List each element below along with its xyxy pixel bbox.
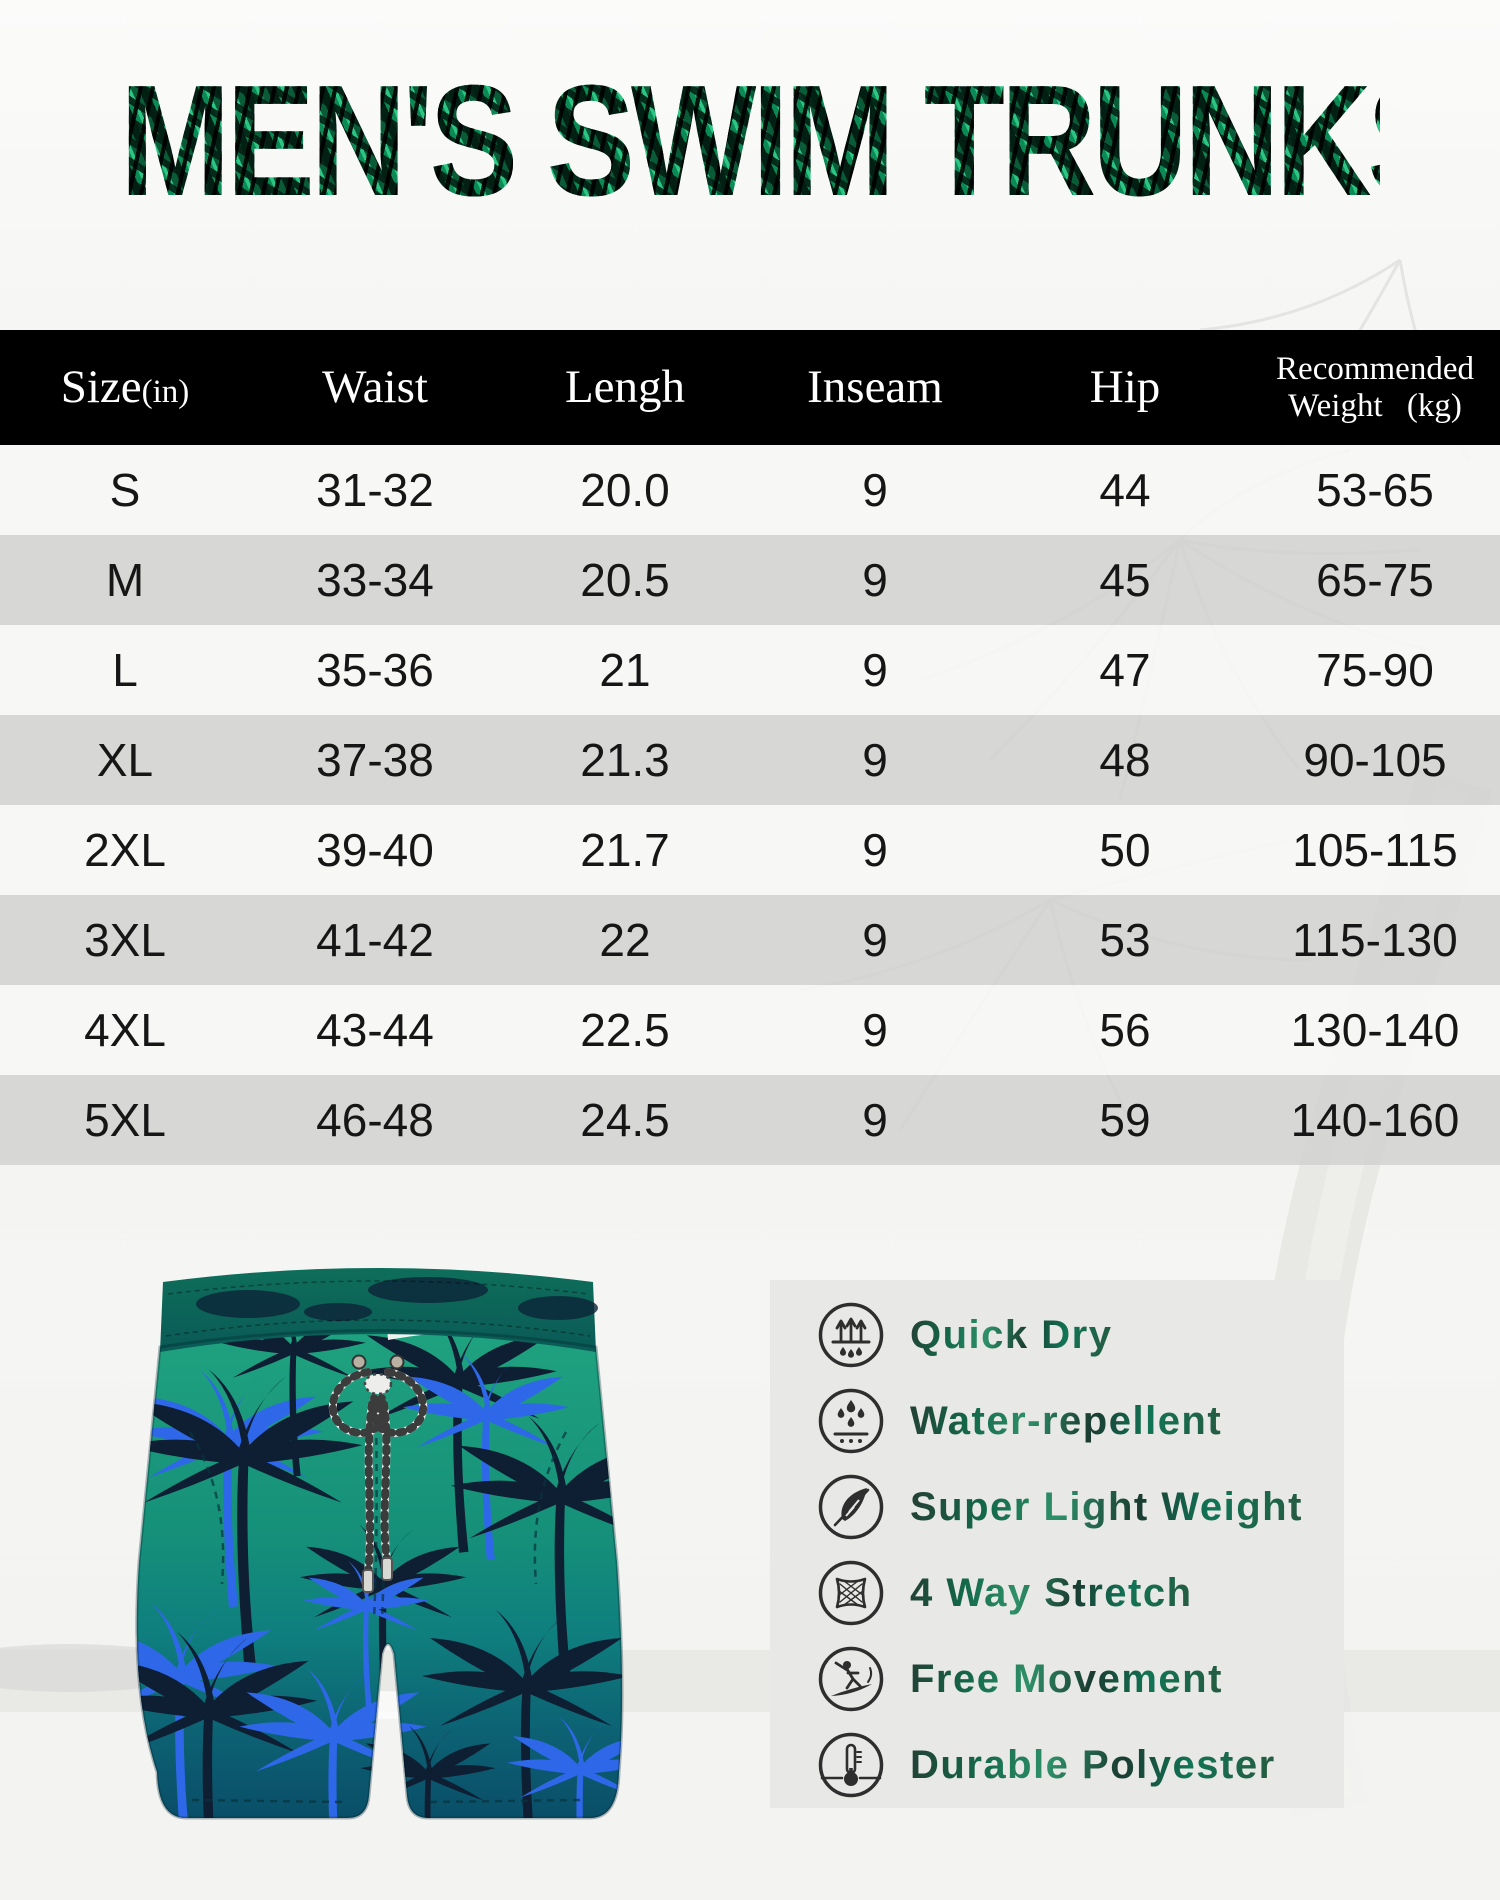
page-title: MEN'S SWIM TRUNKS (120, 53, 1452, 229)
feature-label: Durable Polyester (910, 1742, 1276, 1787)
cell-weight: 65-75 (1316, 554, 1434, 606)
feature-quick-dry (816, 1292, 1344, 1378)
cell-waist: 43-44 (316, 1004, 434, 1056)
feature-label: Super Light Weight (910, 1484, 1303, 1529)
size-chart-table (0, 330, 1500, 1165)
feature-list-panel (770, 1280, 1344, 1808)
cell-weight: 130-140 (1290, 1004, 1460, 1056)
thermometer-icon (816, 1730, 886, 1800)
header-cell-size (0, 361, 250, 413)
cell-size: 3XL (84, 914, 166, 966)
cell-hip: 45 (1099, 554, 1151, 606)
header-cell-weight (1250, 351, 1500, 425)
cell-waist: 41-42 (316, 914, 434, 966)
table-row-4xl (0, 985, 1500, 1075)
header-cell-waist: Waist (322, 361, 428, 413)
feature-super-light-weight (816, 1464, 1344, 1550)
cell-size: M (105, 554, 145, 606)
cell-size: S (109, 464, 141, 516)
cell-waist: 37-38 (316, 734, 434, 786)
feature-durable-polyester (816, 1722, 1344, 1808)
cell-waist: 39-40 (316, 824, 434, 876)
cell-weight: 105-115 (1292, 824, 1458, 876)
feature-free-movement (816, 1636, 1344, 1722)
feature-label: 4 Way Stretch (910, 1570, 1193, 1615)
cell-size: 4XL (84, 1004, 166, 1056)
feature-water-repellent (816, 1378, 1344, 1464)
cell-hip: 47 (1099, 644, 1151, 696)
feather-icon (816, 1472, 886, 1542)
cell-weight: 53-65 (1316, 464, 1434, 516)
swim-trunks-product-image (128, 1252, 633, 1824)
cell-inseam: 9 (862, 824, 888, 876)
cell-waist: 35-36 (316, 644, 434, 696)
cell-length: 21.7 (580, 824, 670, 876)
cell-weight: 140-160 (1290, 1094, 1460, 1146)
weight-header-line2: Weight (kg) (1288, 387, 1462, 424)
cell-inseam: 9 (862, 554, 888, 606)
weight-header-line1: Recommended (1276, 350, 1474, 387)
cell-hip: 48 (1099, 734, 1151, 786)
feature-label: Water-repellent (910, 1398, 1223, 1443)
table-row-5xl (0, 1075, 1500, 1165)
cell-inseam: 9 (862, 1004, 888, 1056)
cell-length: 21 (599, 644, 651, 696)
cell-size: 2XL (84, 824, 166, 876)
cell-size: XL (96, 734, 154, 786)
cell-weight: 75-90 (1316, 644, 1434, 696)
cell-inseam: 9 (862, 644, 888, 696)
cell-waist: 31-32 (316, 464, 434, 516)
cell-weight: 90-105 (1303, 734, 1447, 786)
cell-waist: 33-34 (316, 554, 434, 606)
cell-inseam: 9 (862, 914, 888, 966)
cell-length: 22 (599, 914, 651, 966)
table-row-s (0, 445, 1500, 535)
table-row-m (0, 535, 1500, 625)
cell-length: 22.5 (580, 1004, 670, 1056)
header-cell-inseam: Inseam (807, 361, 943, 413)
water-repellent-icon (816, 1386, 886, 1456)
quick-dry-icon (816, 1300, 886, 1370)
cell-size: 5XL (84, 1094, 166, 1146)
cell-inseam: 9 (862, 734, 888, 786)
cell-hip: 53 (1099, 914, 1151, 966)
four-way-stretch-icon (816, 1558, 886, 1628)
cell-size: L (112, 644, 138, 696)
cell-inseam: 9 (862, 464, 888, 516)
size-header-label: Size (60, 361, 142, 413)
feature-label: Quick Dry (910, 1312, 1113, 1357)
cell-waist: 46-48 (316, 1094, 434, 1146)
cell-hip: 59 (1099, 1094, 1151, 1146)
table-row-2xl (0, 805, 1500, 895)
cell-length: 20.0 (580, 464, 670, 516)
cell-hip: 56 (1099, 1004, 1151, 1056)
feature-label: Free Movement (910, 1656, 1223, 1701)
size-chart-header-row (0, 330, 1500, 445)
table-row-xl (0, 715, 1500, 805)
cell-length: 20.5 (580, 554, 670, 606)
cell-length: 24.5 (580, 1094, 670, 1146)
feature-4-way-stretch (816, 1550, 1344, 1636)
cell-hip: 50 (1099, 824, 1151, 876)
table-row-3xl (0, 895, 1500, 985)
cell-length: 21.3 (580, 734, 670, 786)
surfer-icon (816, 1644, 886, 1714)
header-cell-length: Lengh (564, 361, 686, 413)
size-header-unit: (in) (141, 374, 190, 410)
cell-inseam: 9 (862, 1094, 888, 1146)
header-cell-hip: Hip (1089, 361, 1161, 413)
size-chart-body (0, 445, 1500, 1165)
cell-hip: 44 (1099, 464, 1151, 516)
table-row-l (0, 625, 1500, 715)
cell-weight: 115-130 (1292, 914, 1458, 966)
